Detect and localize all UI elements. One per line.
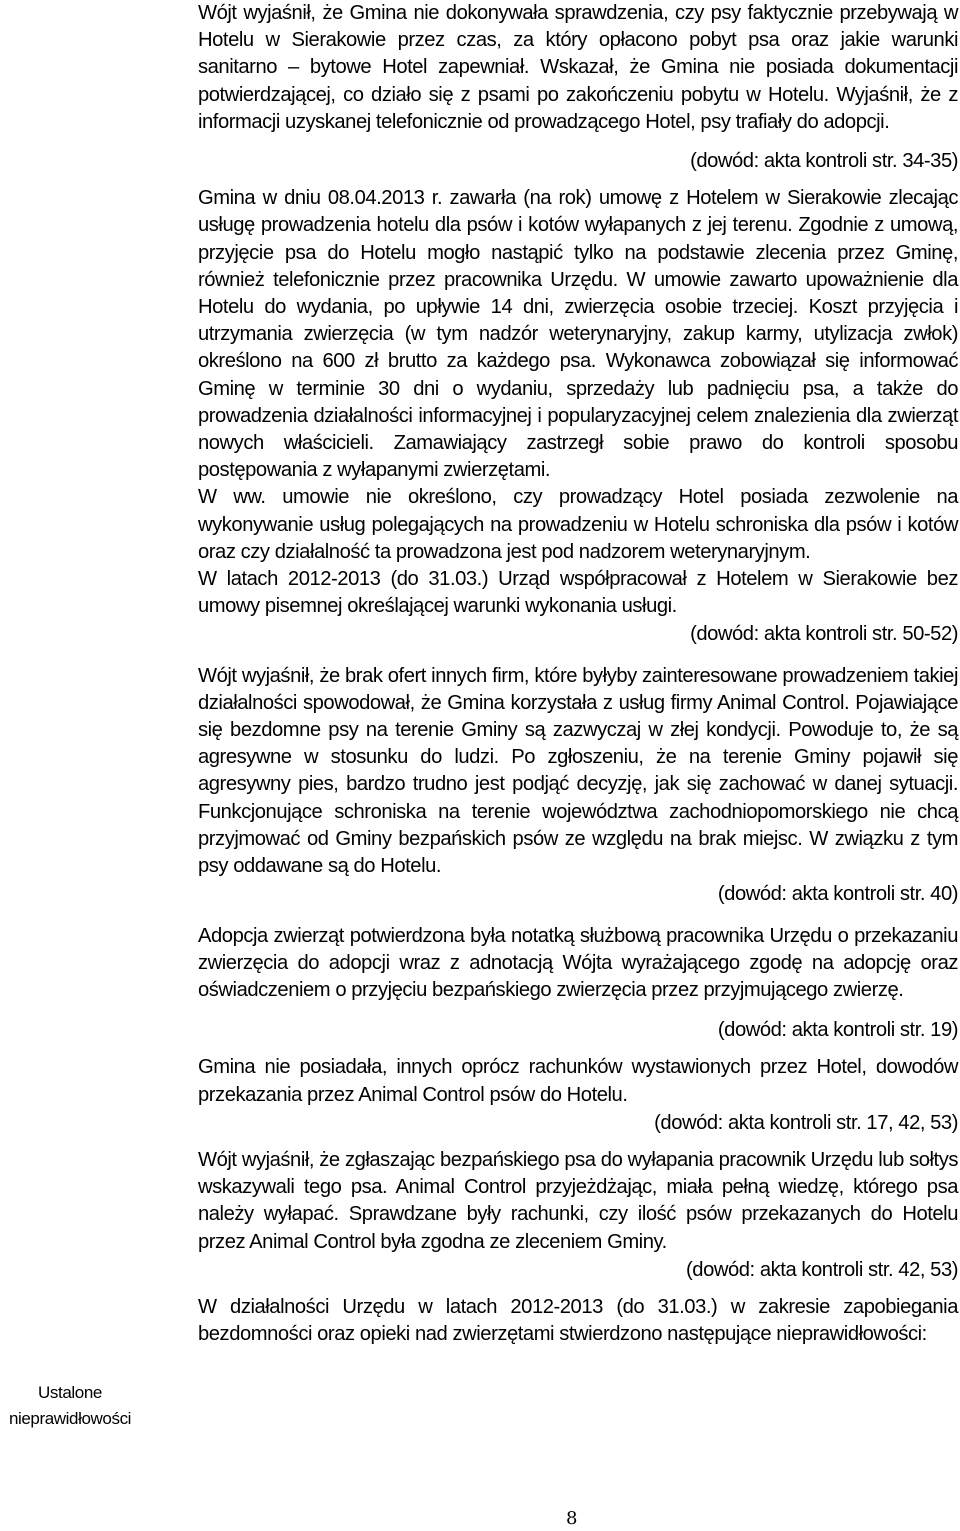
page-number: 8	[566, 1508, 578, 1529]
evidence-reference-5: (dowód: akta kontroli str. 17, 42, 53)	[654, 1111, 958, 1134]
margin-note-line-2: nieprawidłowości	[8, 1409, 132, 1428]
paragraph-1: Wójt wyjaśnił, że Gmina nie dokonywała sprawdzenia, czy psy faktycznie przebywają w Hotelu w Sierakowie przez czas, za który opłacono pobyt psa oraz jakie warunki sanitarno – bytowe Hotel zapewniał. Wskazał, że Gmina nie posiada dokumentacji potwierdzającej, co działo się z psami po zakończeniu pobytu w Hotelu. Wyjaśnił, że z informacji uzyskanej telefonicznie od prowadzącego Hotel, psy trafiały do adopcji.	[198, 2, 958, 133]
evidence-reference-1: (dowód: akta kontroli str. 34-35)	[690, 150, 958, 173]
paragraph-9: W działalności Urzędu w latach 2012-2013 (do 31.03.) w zakresie zapobiegania bezdomności oraz opieki nad zwierzętami stwierdzono następujące nieprawidłowości:	[198, 1295, 958, 1346]
evidence-reference-3: (dowód: akta kontroli str. 40)	[717, 883, 958, 906]
paragraph-6: Adopcja zwierząt potwierdzona była notatką służbową pracownika Urzędu o przekazaniu zwierzęcia do adopcji wraz z adnotacją Wójta wyrażającego zgodę na adopcję oraz oświadczeniem o przyjęciu bezpańskiego zwierzęcia przez przyjmującego zwierzę.	[198, 924, 958, 1001]
margin-note-line-1: Ustalone	[38, 1383, 102, 1402]
evidence-reference-2: (dowód: akta kontroli str. 50-52)	[690, 623, 958, 646]
paragraph-5: Wójt wyjaśnił, że brak ofert innych firm, które byłyby zainteresowane prowadzeniem takiej działalności spowodował, że Gmina korzystała z usług firmy Animal Control. Pojawiające się bezdomne psy na terenie Gminy są zazwyczaj w złej kondycji. Powoduje to, że są agresywne w stosunku do ludzi. Po zgłoszeniu, że na terenie Gminy pojawił się agresywny pies, bardzo trudno jest podjąć decyzję, jak się zachować w danej sytuacji. Funkcjonujące schroniska na terenie województwa zachodniopomorskiego nie chcą przyjmować od Gminy bezpańskich psów ze względu na brak miejsc. W związku z tym psy oddawane są do Hotelu.	[198, 664, 958, 878]
margin-note	[0, 1380, 140, 1432]
paragraph-2: Gmina w dniu 08.04.2013 r. zawarła (na rok) umowę z Hotelem w Sierakowie zlecając usługę prowadzenia hotelu dla psów i kotów wyłapanych z jej terenu. Zgodnie z umową, przyjęcie psa do Hotelu mogło nastąpić tylko na podstawie zlecenia przez Gminę, również telefonicznie przez pracownika Urzędu. W umowie zawarto upoważnienie dla Hotelu do wydania, po upływie 14 dni, zwierzęcia osobie trzeciej. Koszt przyjęcia i utrzymania zwierzęcia (w tym nadzór weterynaryjny, zakup karmy, utylizacja zwłok) określono na 600 zł brutto za każdego psa. Wykonawca zobowiązał się informować Gminę w terminie 30 dni o wydaniu, sprzedaży lub padnięciu psa, a także do prowadzenia działalności informacyjnej i popularyzacyjnej celem znalezienia dla zwierząt nowych właścicieli. Zamawiający zastrzegł sobie prawo do kontroli sposobu postępowania z wyłapanymi zwierzętami.	[198, 187, 958, 482]
paragraph-8: Wójt wyjaśnił, że zgłaszając bezpańskiego psa do wyłapania pracownik Urzędu lub sołtys wskazywali tego psa. Animal Control przyjeżdżając, miała pełną wiedzę, którego psa należy wyłapać. Sprawdzane były rachunki, czy ilość psów przekazanych do Hotelu przez Animal Control była zgodna ze zleceniem Gminy.	[198, 1148, 958, 1253]
paragraph-3: W ww. umowie nie określono, czy prowadzący Hotel posiada zezwolenie na wykonywanie usług polegających na prowadzeniu w Hotelu schroniska dla psów i kotów oraz czy działalność ta prowadzona jest pod nadzorem weterynaryjnym.	[198, 486, 958, 563]
evidence-reference-6: (dowód: akta kontroli str. 42, 53)	[686, 1258, 958, 1281]
evidence-reference-4: (dowód: akta kontroli str. 19)	[717, 1019, 958, 1042]
main-text-column	[198, 0, 958, 1348]
paragraph-7: Gmina nie posiadała, innych oprócz rachunków wystawionych przez Hotel, dowodów przekazania przez Animal Control psów do Hotelu.	[198, 1056, 958, 1106]
paragraph-4: W latach 2012-2013 (do 31.03.) Urząd współpracował z Hotelem w Sierakowie bez umowy pisemnej określającej warunki wykonania usługi.	[198, 568, 958, 618]
